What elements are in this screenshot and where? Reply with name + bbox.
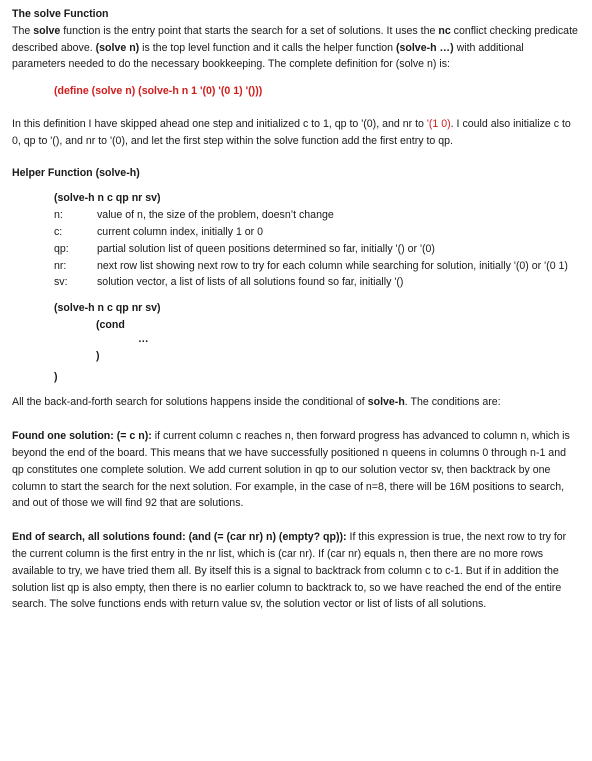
document-page: [12, 6, 578, 613]
close-paren-inner: ): [96, 349, 100, 362]
parameter-table: [54, 207, 574, 291]
ellipsis: …: [138, 332, 149, 345]
helper-signature-2: (solve-h n c qp nr sv): [54, 302, 161, 315]
text-run: The: [12, 24, 34, 37]
param-desc: value of n, the size of the problem, doesn’t change: [97, 209, 334, 222]
param-row-c: [54, 224, 574, 241]
text-run: All the back-and-forth search for solutions happens inside the conditional of: [12, 396, 368, 409]
text-run: In this definition I have skipped ahead one step and initialized c to 1, qp to '(0), and nr to: [12, 117, 427, 130]
text-run: . I could also initialize c to 0, qp to '(), and nr to '(0), and let the first step within the solve function add the first entry to qp.: [12, 117, 571, 147]
red-nr-value: '(1 0): [426, 117, 451, 130]
solve-definition-code: (define (solve n) (solve-h n 1 '(0) '(0 1) '())): [54, 85, 263, 98]
text-run: function is the entry point that starts the search for a set of solutions. It uses the: [60, 24, 439, 37]
text-run: If this expression is true, the next row to try for the current column is the first entry in the nr list, which is (car nr). If (car nr) equals n, then there are no more rows available to try, we have tried them all. By itself this is a signal to backtrack from column c to c-1. But if in addition the solution list qp is also empty, then there is no earlier column to backtrack to, so we have reached the end of the entire search. The solve functions ends with return value sv, the solution vector or list of lists of all solutions.: [12, 531, 567, 611]
bold-solve-h: (solve-h …): [395, 41, 454, 54]
param-key: nr:: [54, 259, 67, 272]
param-row-nr: [54, 258, 574, 275]
helper-signature: (solve-h n c qp nr sv): [54, 192, 161, 205]
cond-keyword: (cond: [96, 318, 125, 331]
text-run: if current column c reaches n, then forward progress has advanced to column n, which is beyond the end of the board. This means that we have successfully positioned n queens in columns 0 through n-1 and qp constitutes one complete solution. We add current solution in qp to our solution vector sv, then backtrack by one column to start the search for the next solution. For example, in the case of n=8, there will be 16M positions to search, and out of those we will find 92 that are solutions.: [12, 430, 570, 510]
end-of-search-paragraph: [12, 529, 578, 613]
param-key: n:: [54, 209, 63, 222]
param-row-n: [54, 207, 574, 224]
bold-solve-n: (solve n): [95, 41, 140, 54]
param-row-sv: [54, 274, 574, 291]
param-desc: next row list showing next row to try for each column while searching for solution, initially '(0) or '(0 1): [97, 259, 568, 272]
found-solution-paragraph: [12, 428, 578, 512]
bold-found-solution: Found one solution: (= c n):: [12, 430, 152, 443]
text-run: is the top level function and it calls the helper function: [139, 41, 396, 54]
param-key: c:: [54, 225, 63, 238]
conditions-intro-paragraph: [12, 394, 578, 411]
text-run: conflict checking predicate described above.: [12, 24, 578, 54]
param-key: qp:: [54, 242, 69, 255]
bold-solve-h: solve-h: [367, 396, 405, 409]
text-run: . The conditions are:: [404, 396, 501, 409]
bold-nc: nc: [438, 24, 451, 37]
text-run: with additional parameters needed to do the necessary bookkeeping. The complete definition for (solve n) is:: [12, 41, 524, 71]
param-desc: solution vector, a list of lists of all solutions found so far, initially '(): [97, 276, 404, 289]
close-paren-outer: ): [54, 370, 58, 383]
param-key: sv:: [54, 276, 68, 289]
param-desc: partial solution list of queen positions determined so far, initially '() or '(0): [97, 242, 435, 255]
initialization-paragraph: [12, 116, 578, 150]
param-row-qp: [54, 241, 574, 258]
solve-intro-paragraph: [12, 23, 578, 73]
section-title-helper: Helper Function (solve-h): [12, 166, 140, 179]
section-title-solve: The solve Function: [12, 8, 109, 20]
bold-solve: solve: [33, 24, 61, 37]
bold-end-of-search: End of search, all solutions found: (and (= (car nr) n) (empty? qp)):: [12, 531, 347, 544]
param-desc: current column index, initially 1 or 0: [97, 225, 264, 238]
